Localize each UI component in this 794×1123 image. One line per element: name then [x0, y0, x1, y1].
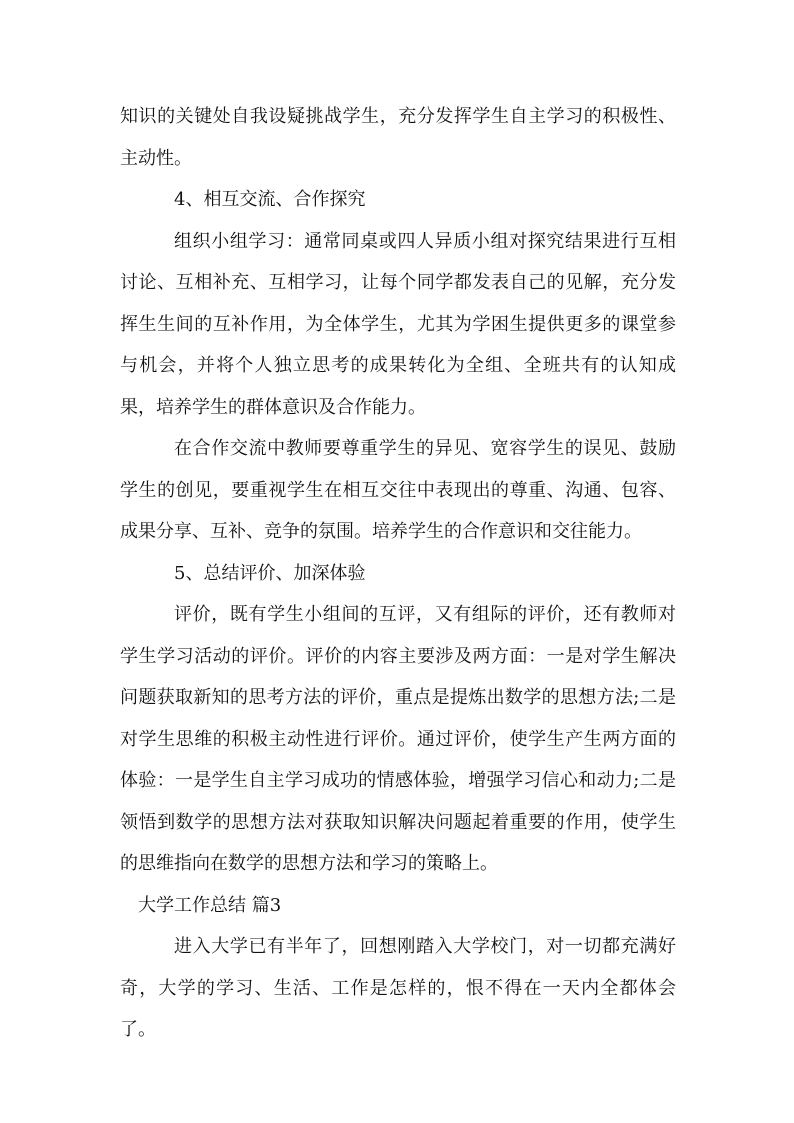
subheading-step-4: 4、相互交流、合作探究 [174, 189, 366, 210]
section-title: 大学工作总结 篇3 [138, 894, 282, 916]
subheading-step-5: 5、总结评价、加深体验 [174, 562, 366, 584]
paragraph-group-study: 组织小组学习：通常同桌或四人异质小组对探究结果进行互相讨论、互相补充、互相学习，让每个同学都发表自己的见解，充分发挥生生间的互补作用，为全体学生，尤其为学困生提供更多的课堂参与机会，并将个人独立思考的成果转化为全组、全班共有的认知成果，培养学生的群体意识及合作能力。 [120, 230, 676, 418]
paragraph-evaluation: 评价，既有学生小组间的互评，又有组际的评价，还有教师对学生学习活动的评价。评价的内容主要涉及两方面：一是对学生解决问题获取新知的思考方法的评价，重点是提炼出数学的思想方法;二是对学生思维的积极主动性进行评价。通过评价，使学生产生两方面的体验：一是学生自主学习成功的情感体验，增强学习信心和动力;二是领悟到数学的思想方法对获取知识解决问题起着重要的作用，使学生的思维指向在数学的思想方法和学习的策略上。 [120, 604, 676, 874]
paragraph-continuation: 知识的关键处自我设疑挑战学生，充分发挥学生自主学习的积极性、主动性。 [120, 106, 676, 169]
paragraph-intro: 进入大学已有半年了，回想刚踏入大学校门，对一切都充满好奇，大学的学习、生活、工作是怎样的，恨不得在一天内全都体会了。 [120, 936, 676, 1040]
document-body [120, 96, 676, 1051]
paragraph-cooperation: 在合作交流中教师要尊重学生的异见、宽容学生的误见、鼓励学生的创见，要重视学生在相互交往中表现出的尊重、沟通、包容、成果分享、互补、竞争的氛围。培养学生的合作意识和交往能力。 [120, 438, 676, 542]
